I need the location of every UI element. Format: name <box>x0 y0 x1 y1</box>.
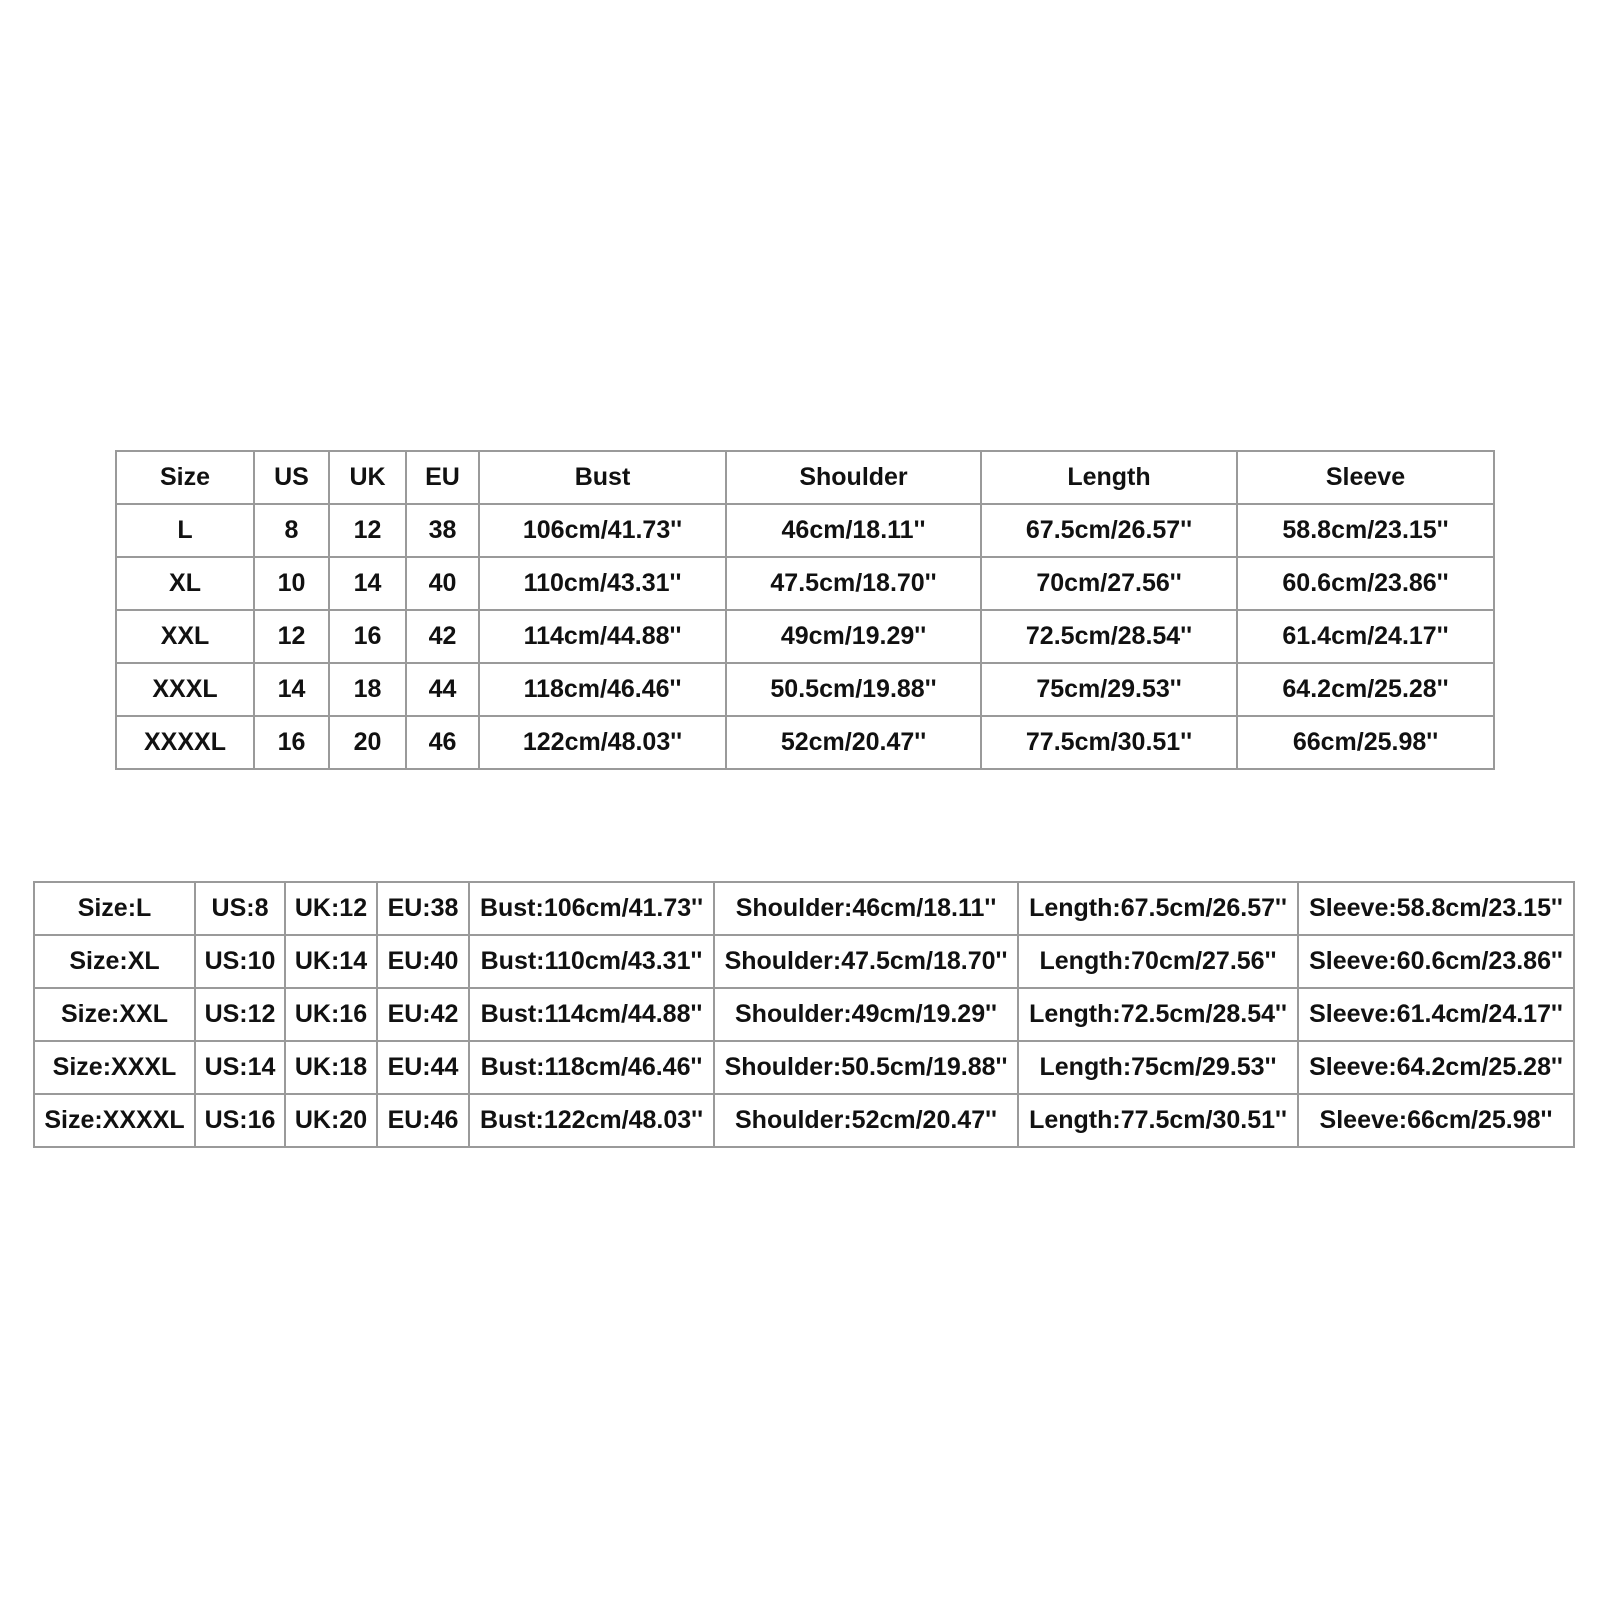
table-cell: UK:12 <box>285 882 377 935</box>
table-cell: 40 <box>406 557 479 610</box>
table-cell: 38 <box>406 504 479 557</box>
table-cell: 8 <box>254 504 329 557</box>
table-cell: 47.5cm/18.70'' <box>726 557 981 610</box>
table-cell: 58.8cm/23.15'' <box>1237 504 1494 557</box>
table-row <box>34 935 1574 988</box>
table-cell: 50.5cm/19.88'' <box>726 663 981 716</box>
table-cell: Length:67.5cm/26.57'' <box>1018 882 1298 935</box>
table-cell: Sleeve:61.4cm/24.17'' <box>1298 988 1574 1041</box>
table-cell: 16 <box>254 716 329 769</box>
table-cell: 52cm/20.47'' <box>726 716 981 769</box>
table-row <box>116 663 1494 716</box>
table-cell: US:16 <box>195 1094 285 1147</box>
size-detail-table <box>33 881 1575 1148</box>
table-cell: 106cm/41.73'' <box>479 504 726 557</box>
table-cell: Length:70cm/27.56'' <box>1018 935 1298 988</box>
table-row <box>116 557 1494 610</box>
table-row <box>34 1041 1574 1094</box>
table-cell: Shoulder:50.5cm/19.88'' <box>714 1041 1018 1094</box>
table-cell: 42 <box>406 610 479 663</box>
table-cell: 46cm/18.11'' <box>726 504 981 557</box>
table-cell: Length:72.5cm/28.54'' <box>1018 988 1298 1041</box>
table-cell: 60.6cm/23.86'' <box>1237 557 1494 610</box>
table-cell: 66cm/25.98'' <box>1237 716 1494 769</box>
table-cell: Sleeve:58.8cm/23.15'' <box>1298 882 1574 935</box>
table-cell: UK:16 <box>285 988 377 1041</box>
table-cell: Length:75cm/29.53'' <box>1018 1041 1298 1094</box>
table-cell: XXXL <box>116 663 254 716</box>
table-cell: 16 <box>329 610 406 663</box>
table-cell: UK:20 <box>285 1094 377 1147</box>
table-cell: 12 <box>254 610 329 663</box>
table-cell: 64.2cm/25.28'' <box>1237 663 1494 716</box>
column-header: EU <box>406 451 479 504</box>
table-row <box>116 610 1494 663</box>
table-cell: 77.5cm/30.51'' <box>981 716 1237 769</box>
table-cell: 12 <box>329 504 406 557</box>
table-cell: Bust:106cm/41.73'' <box>469 882 714 935</box>
size-chart-table <box>115 450 1495 770</box>
table-cell: EU:42 <box>377 988 469 1041</box>
table-cell: US:8 <box>195 882 285 935</box>
table-cell: XL <box>116 557 254 610</box>
table-cell: Sleeve:60.6cm/23.86'' <box>1298 935 1574 988</box>
table-cell: 70cm/27.56'' <box>981 557 1237 610</box>
table-cell: 20 <box>329 716 406 769</box>
table-cell: 44 <box>406 663 479 716</box>
table-cell: Size:XXXL <box>34 1041 195 1094</box>
column-header: US <box>254 451 329 504</box>
table-cell: 49cm/19.29'' <box>726 610 981 663</box>
table-cell: 10 <box>254 557 329 610</box>
table-cell: 118cm/46.46'' <box>479 663 726 716</box>
table-cell: EU:40 <box>377 935 469 988</box>
table-row <box>116 716 1494 769</box>
table-row <box>34 988 1574 1041</box>
column-header: UK <box>329 451 406 504</box>
table-cell: 46 <box>406 716 479 769</box>
table-cell: Shoulder:49cm/19.29'' <box>714 988 1018 1041</box>
column-header: Sleeve <box>1237 451 1494 504</box>
table-cell: XXL <box>116 610 254 663</box>
table-cell: XXXXL <box>116 716 254 769</box>
table-cell: US:14 <box>195 1041 285 1094</box>
table-cell: 14 <box>329 557 406 610</box>
table-cell: L <box>116 504 254 557</box>
table-cell: US:12 <box>195 988 285 1041</box>
table-cell: 72.5cm/28.54'' <box>981 610 1237 663</box>
table-header-row <box>116 451 1494 504</box>
table-cell: US:10 <box>195 935 285 988</box>
table-cell: 122cm/48.03'' <box>479 716 726 769</box>
table-row <box>34 1094 1574 1147</box>
table-cell: Size:XXL <box>34 988 195 1041</box>
table-cell: Bust:118cm/46.46'' <box>469 1041 714 1094</box>
column-header: Size <box>116 451 254 504</box>
table-cell: Shoulder:46cm/18.11'' <box>714 882 1018 935</box>
table-cell: Length:77.5cm/30.51'' <box>1018 1094 1298 1147</box>
table-cell: Bust:110cm/43.31'' <box>469 935 714 988</box>
table-cell: Sleeve:66cm/25.98'' <box>1298 1094 1574 1147</box>
table-row <box>116 504 1494 557</box>
table-cell: Bust:122cm/48.03'' <box>469 1094 714 1147</box>
table-cell: 110cm/43.31'' <box>479 557 726 610</box>
table-cell: Size:XL <box>34 935 195 988</box>
table-cell: 75cm/29.53'' <box>981 663 1237 716</box>
table-cell: 14 <box>254 663 329 716</box>
table-cell: Sleeve:64.2cm/25.28'' <box>1298 1041 1574 1094</box>
column-header: Bust <box>479 451 726 504</box>
table-cell: Size:L <box>34 882 195 935</box>
table-cell: Bust:114cm/44.88'' <box>469 988 714 1041</box>
table-cell: 114cm/44.88'' <box>479 610 726 663</box>
table-cell: 61.4cm/24.17'' <box>1237 610 1494 663</box>
table-cell: UK:14 <box>285 935 377 988</box>
table-cell: EU:44 <box>377 1041 469 1094</box>
table-row <box>34 882 1574 935</box>
table-cell: EU:46 <box>377 1094 469 1147</box>
table-cell: UK:18 <box>285 1041 377 1094</box>
table-cell: 18 <box>329 663 406 716</box>
table-cell: Shoulder:52cm/20.47'' <box>714 1094 1018 1147</box>
table-cell: EU:38 <box>377 882 469 935</box>
table-cell: Shoulder:47.5cm/18.70'' <box>714 935 1018 988</box>
column-header: Shoulder <box>726 451 981 504</box>
table-cell: 67.5cm/26.57'' <box>981 504 1237 557</box>
column-header: Length <box>981 451 1237 504</box>
table-cell: Size:XXXXL <box>34 1094 195 1147</box>
